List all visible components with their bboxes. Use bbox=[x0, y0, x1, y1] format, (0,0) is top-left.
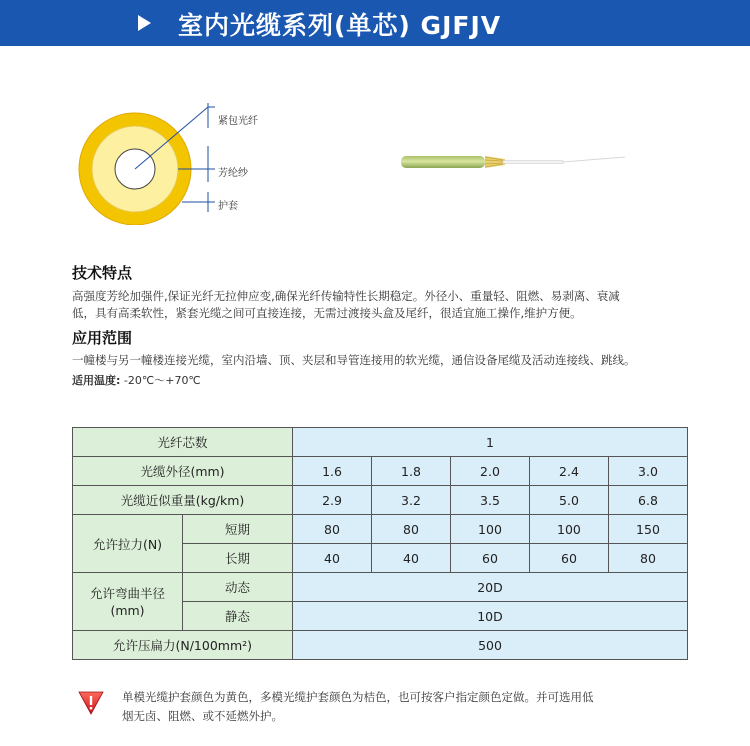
page-title: 室内光缆系列(单芯) GJFJV bbox=[178, 11, 502, 40]
crush-label: 允许压扁力(N/100mm²) bbox=[73, 631, 293, 660]
note-line-2: 烟无卤、阻燃、或不延燃外护。 bbox=[122, 709, 283, 723]
temperature-label: 适用温度: bbox=[72, 374, 121, 387]
table-cell: 40 bbox=[293, 544, 372, 573]
table-row bbox=[73, 631, 688, 660]
temperature bbox=[72, 372, 201, 388]
play-arrow-icon bbox=[138, 15, 151, 31]
cable-buffer bbox=[503, 161, 563, 164]
bend-dynamic-value: 20D bbox=[293, 573, 688, 602]
tension-label: 允许拉力(N) bbox=[73, 515, 183, 573]
application-text: 一幢楼与另一幢楼连接光缆，室内沿墙、顶、夹层和导管连接用的软光缆，通信设备尾缆及活动连接线、跳线。 bbox=[72, 353, 636, 367]
tension-long-label: 长期 bbox=[183, 544, 293, 573]
table-cell: 60 bbox=[529, 544, 608, 573]
bend-label bbox=[73, 573, 183, 631]
bend-label-line-1: 允许弯曲半径 bbox=[89, 585, 165, 601]
bend-static-label: 静态 bbox=[183, 602, 293, 631]
weight-label: 光缆近似重量(kg/km) bbox=[73, 486, 293, 515]
table-cell: 1.8 bbox=[372, 457, 451, 486]
cable-illustration bbox=[395, 148, 635, 188]
table-cell: 2.9 bbox=[293, 486, 372, 515]
spec-table bbox=[72, 427, 688, 660]
cable-fiber bbox=[563, 157, 625, 162]
fiber-count-label: 光纤芯数 bbox=[73, 428, 293, 457]
table-cell: 2.0 bbox=[450, 457, 529, 486]
table-cell: 150 bbox=[608, 515, 687, 544]
label-aramid: 芳纶纱 bbox=[218, 168, 248, 179]
table-cell: 60 bbox=[450, 544, 529, 573]
table-cell: 100 bbox=[529, 515, 608, 544]
bend-dynamic-label: 动态 bbox=[183, 573, 293, 602]
tension-short-label: 短期 bbox=[183, 515, 293, 544]
table-row bbox=[73, 573, 688, 602]
note-text bbox=[122, 688, 682, 726]
application-title: 应用范围 bbox=[72, 329, 133, 347]
table-cell: 40 bbox=[372, 544, 451, 573]
table-row bbox=[73, 457, 688, 486]
label-tight-fiber: 紧包光纤 bbox=[218, 116, 258, 127]
diameter-label: 光缆外径(mm) bbox=[73, 457, 293, 486]
bend-static-value: 10D bbox=[293, 602, 688, 631]
features-line-2: 低，具有高柔软性，紧套光缆之间可直接连接，无需过渡接头盒及尾纤，很适宜施工操作,维护方便。 bbox=[72, 306, 582, 320]
bend-label-line-2: (mm) bbox=[110, 602, 145, 618]
table-row bbox=[73, 428, 688, 457]
features-title: 技术特点 bbox=[72, 264, 133, 282]
fiber-count-value: 1 bbox=[293, 428, 688, 457]
table-cell: 100 bbox=[450, 515, 529, 544]
cable-svg bbox=[395, 148, 635, 188]
table-cell: 3.2 bbox=[372, 486, 451, 515]
features-text bbox=[72, 288, 692, 322]
table-cell: 80 bbox=[608, 544, 687, 573]
table-row bbox=[73, 515, 688, 544]
title-banner bbox=[0, 0, 750, 46]
table-cell: 3.5 bbox=[450, 486, 529, 515]
warning-icon bbox=[78, 690, 104, 716]
crush-value: 500 bbox=[293, 631, 688, 660]
note-line-1: 单模光缆护套颜色为黄色，多模光缆护套颜色为桔色，也可按客户指定颜色定做。并可选用低 bbox=[122, 690, 594, 704]
features-line-1: 高强度芳纶加强件,保证光纤无拉伸应变,确保光纤传输特性长期稳定。外径小、重量轻、阻燃、易剥离、衰减 bbox=[72, 289, 620, 303]
table-cell: 5.0 bbox=[529, 486, 608, 515]
table-cell: 6.8 bbox=[608, 486, 687, 515]
cable-jacket bbox=[401, 156, 485, 168]
temperature-value: -20℃～+70℃ bbox=[120, 374, 201, 387]
label-jacket: 护套 bbox=[218, 201, 238, 212]
table-cell: 2.4 bbox=[529, 457, 608, 486]
table-cell: 80 bbox=[293, 515, 372, 544]
cross-section-diagram bbox=[70, 100, 290, 225]
table-cell: 80 bbox=[372, 515, 451, 544]
table-cell: 1.6 bbox=[293, 457, 372, 486]
table-cell: 3.0 bbox=[608, 457, 687, 486]
table-row bbox=[73, 486, 688, 515]
